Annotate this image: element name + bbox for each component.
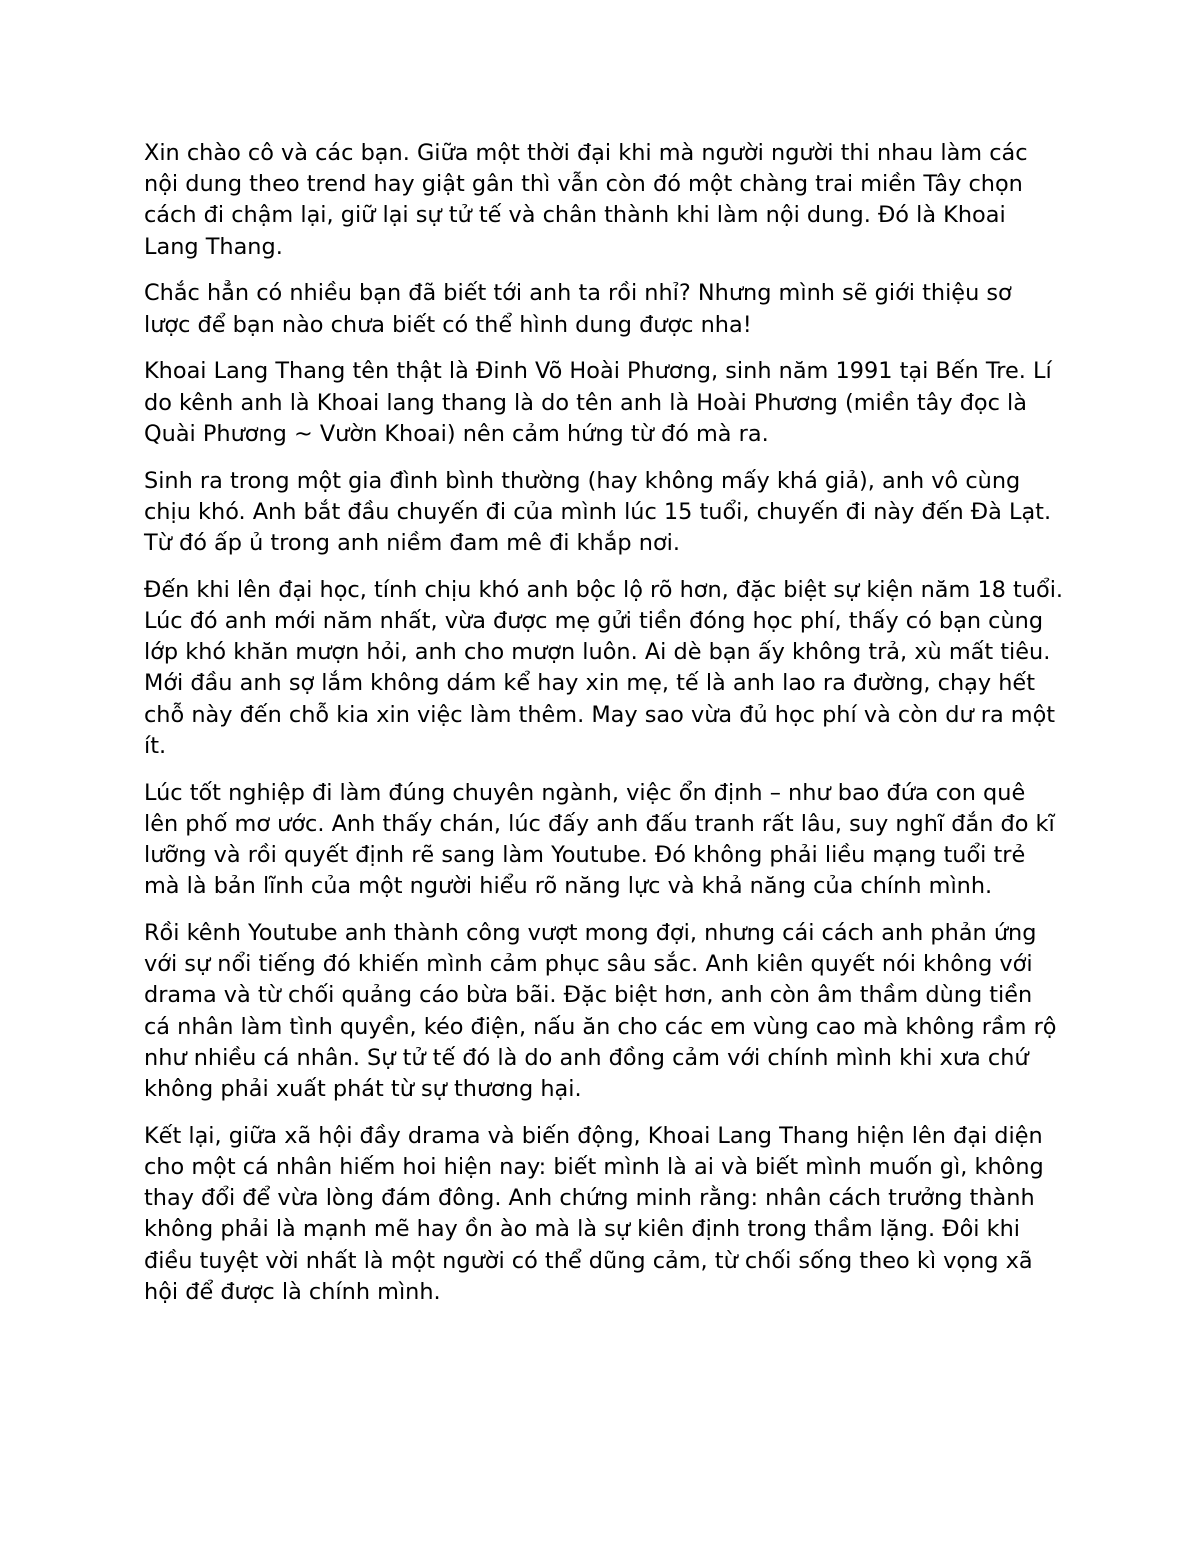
paragraph-university: Đến khi lên đại học, tính chịu khó anh bộc lộ rõ hơn, đặc biệt sự kiện năm 18 tuổi. Lúc đó anh mới năm nhất, vừa được mẹ gửi tiền đóng học phí, thấy có bạn cùng lớp khó khăn mượn hỏi, anh cho mượn luôn. Ai dè bạn ấy không trả, xù mất tiêu. Mới đầu anh sợ lắm không dám kể hay xin mẹ, tế là anh lao ra đường, chạy hết chỗ này đến chỗ kia xin việc làm thêm. May sao vừa đủ học phí và còn dư ra một ít. [144, 576, 1064, 759]
paragraph-childhood: Sinh ra trong một gia đình bình thường (hay không mấy khá giả), anh vô cùng chịu khó. Anh bắt đầu chuyến đi của mình lúc 15 tuổi, chuyến đi này đến Đà Lạt. Từ đó ấp ủ trong anh niềm đam mê đi khắp nơi. [144, 467, 1052, 557]
paragraph-introduction: Chắc hẳn có nhiều bạn đã biết tới anh ta rồi nhỉ? Nhưng mình sẽ giới thiệu sơ lược để bạn nào chưa biết có thể hình dung được nha! [144, 280, 1012, 338]
paragraph-real-name: Khoai Lang Thang tên thật là Đinh Võ Hoài Phương, sinh năm 1991 tại Bến Tre. Lí do kênh anh là Khoai lang thang là do tên anh là Hoài Phương (miền tây đọc là Quài Phương ~ Vườn Khoai) nên cảm hứng từ đó mà ra. [144, 358, 1052, 447]
paragraph-conclusion: Kết lại, giữa xã hội đầy drama và biến động, Khoai Lang Thang hiện lên đại diện cho một cá nhân hiếm hoi hiện nay: biết mình là ai và biết mình muốn gì, không thay đổi để vừa lòng đám đông. Anh chứng minh rằng: nhân cách trưởng thành không phải là mạnh mẽ hay ồn ào mà là sự kiên định trong thầm lặng. Đôi khi điều tuyệt vời nhất là một người có thể dũng cảm, từ chối sống theo kì vọng xã hội để được là chính mình. [144, 1122, 1044, 1305]
paragraph-greeting-intro: Xin chào cô và các bạn. Giữa một thời đại khi mà người người thi nhau làm các nội dung theo trend hay giật gân thì vẫn còn đó một chàng trai miền Tây chọn cách đi chậm lại, giữ lại sự tử tế và chân thành khi làm nội dung. Đó là Khoai Lang Thang. [144, 140, 1028, 260]
document-body [144, 138, 1064, 1324]
paragraph-youtube-success: Rồi kênh Youtube anh thành công vượt mong đợi, nhưng cái cách anh phản ứng với sự nổi tiếng đó khiến mình cảm phục sâu sắc. Anh kiên quyết nói không với drama và từ chối quảng cáo bừa bãi. Đặc biệt hơn, anh còn âm thầm dùng tiền cá nhân làm tình quyền, kéo điện, nấu ăn cho các em vùng cao mà không rầm rộ như nhiều cá nhân. Sự tử tế đó là do anh đồng cảm với chính mình khi xưa chứ không phải xuất phát từ sự thương hại. [144, 920, 1057, 1103]
paragraph-career-change: Lúc tốt nghiệp đi làm đúng chuyên ngành, việc ổn định – như bao đứa con quê lên phố mơ ước. Anh thấy chán, lúc đấy anh đấu tranh rất lâu, suy nghĩ đắn đo kĩ lưỡng và rồi quyết định rẽ sang làm Youtube. Đó không phải liều mạng tuổi trẻ mà là bản lĩnh của một người hiểu rõ năng lực và khả năng của chính mình. [144, 779, 1055, 900]
